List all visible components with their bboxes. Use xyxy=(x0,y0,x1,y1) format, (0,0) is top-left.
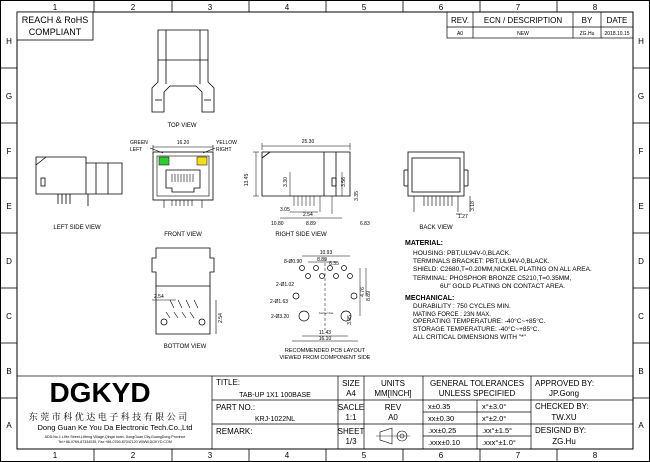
mechanical-line: ALL CRITICAL DIMENSIONS WITH "*" xyxy=(413,334,526,341)
designed-value: ZG.Hu xyxy=(552,437,576,446)
rev-value: A0 xyxy=(388,413,398,422)
dim-3-05: 3.05 xyxy=(280,207,290,213)
green-sub-label: LEFT xyxy=(130,147,143,153)
row-label: A xyxy=(6,421,12,430)
ecn-cell: NEW xyxy=(517,31,529,37)
material-line: HOUSING: PBT,UL94V-0,BLACK. xyxy=(413,250,511,257)
partno-label: PART NO.: xyxy=(216,403,256,412)
col-label: 6 xyxy=(438,451,444,460)
tolerance-linear: .xxx±0.10 xyxy=(428,438,461,447)
yellow-label: YELLOW xyxy=(216,140,237,146)
checked-value: TW.XU xyxy=(551,413,577,422)
col-label: 4 xyxy=(284,451,290,460)
company-logo: DGKYD xyxy=(49,377,151,408)
by-cell: ZG.Hu xyxy=(579,31,595,37)
pcb-hole-0-90: 8-Ø0.90 xyxy=(284,259,303,265)
tolerance-title-1: GENERAL TOLERANCES xyxy=(429,379,525,388)
ecn-header: ECN / DESCRIPTION xyxy=(483,16,563,25)
row-label: D xyxy=(6,257,12,266)
pcb-layout-drawing xyxy=(292,256,366,341)
tolerance-linear: x±0.35 xyxy=(428,402,451,411)
front-view-drawing xyxy=(150,145,215,208)
col-label: 6 xyxy=(438,3,444,12)
row-label: F xyxy=(638,147,644,156)
by-header: BY xyxy=(581,16,593,25)
date-header: DATE xyxy=(606,16,628,25)
right-side-view-label: RIGHT SIDE VIEW xyxy=(275,232,327,238)
row-label: C xyxy=(638,312,644,321)
company-name-cn: 东 莞 市 科 优 达 电 子 科 技 有 限 公 司 xyxy=(28,412,188,422)
size-label: SIZE xyxy=(342,379,360,388)
row-label: H xyxy=(6,37,12,46)
dim-pcb-4-76: 4.76 xyxy=(360,287,366,297)
dim-pcb-16-10: 16.10 xyxy=(318,336,332,342)
dim-front-width: 16.20 xyxy=(176,140,190,146)
date-cell: 2018.10.15 xyxy=(604,31,630,37)
material-line: TERMINAL: PHOSPHOR BRONZE C5210,T=0.35MM, xyxy=(413,275,572,282)
material-line: SHIELD: C2680,T=0.20MM,NICKEL PLATING ON ALL AREA. xyxy=(413,266,592,273)
units-label: UNITS xyxy=(381,379,405,388)
col-label: 5 xyxy=(361,3,367,12)
company-name-en: Dong Guan Ke You Da Electronic Tech.Co.,Ltd xyxy=(37,423,193,432)
tolerance-title-2: UNLESS SPECIFIED xyxy=(438,389,516,398)
projection-symbol xyxy=(376,428,410,444)
top-view-label: TOP VIEW xyxy=(167,123,197,129)
row-label: C xyxy=(6,312,12,321)
col-label: 1 xyxy=(52,3,58,12)
col-label: 7 xyxy=(515,3,521,12)
dim-10-80: 10.80 xyxy=(271,221,284,227)
dim-pcb-10-93: 10.93 xyxy=(319,250,333,256)
compliance-line2: COMPLIANT xyxy=(28,27,82,37)
sheet-value: 1/3 xyxy=(345,437,357,446)
dim-6-83: 6.83 xyxy=(360,221,370,227)
compliance-line1: REACH & RoHS xyxy=(21,15,89,25)
checked-label: CHECKED BY: xyxy=(535,402,589,411)
col-label: 3 xyxy=(207,451,213,460)
remark-label: REMARK: xyxy=(216,427,253,436)
material-title: MATERIAL: xyxy=(405,240,443,247)
pcb-center-line: Center line xyxy=(318,311,334,315)
row-label: H xyxy=(638,37,644,46)
back-view-label: BACK VIEW xyxy=(419,225,453,231)
scale-value: 1:1 xyxy=(345,413,357,422)
size-value: A4 xyxy=(346,389,356,398)
dim-2-54: 2.54 xyxy=(303,212,313,218)
col-label: 8 xyxy=(592,451,598,460)
dim-pcb-3-05: 3.05 xyxy=(347,315,353,325)
rev-cell: A0 xyxy=(456,31,464,37)
dim-right-len: 25.30 xyxy=(301,139,315,145)
left-side-view-label: LEFT SIDE VIEW xyxy=(53,225,101,231)
right-side-view-drawing xyxy=(253,143,350,218)
rev-label: REV xyxy=(384,403,402,412)
dim-bottom-2-54: 2.54 xyxy=(154,294,164,300)
col-label: 3 xyxy=(207,3,213,12)
col-label: 2 xyxy=(130,3,136,12)
approved-label: APPROVED BY: xyxy=(535,379,595,388)
bottom-view-label: BOTTOM VIEW xyxy=(163,344,207,350)
dim-3-18: 3.18 xyxy=(470,201,476,211)
scale-label: SACLE xyxy=(337,403,365,412)
dim-pcb-8-89: 8.89 xyxy=(317,257,327,263)
mechanical-line: OPERATING TEMPERATURE: -40°C~+85°C. xyxy=(413,318,546,325)
col-label: 1 xyxy=(52,451,58,460)
partno-value: KRJ-1022NL xyxy=(254,416,296,423)
col-label: 8 xyxy=(592,3,598,12)
dim-3-35: 3.35 xyxy=(354,191,360,201)
material-line: 6U" GOLD PLATING ON CONTACT AREA. xyxy=(440,283,566,290)
designed-label: DESIGND BY: xyxy=(535,426,587,435)
front-view-label: FRONT VIEW xyxy=(164,232,202,238)
yellow-sub-label: RIGHT xyxy=(216,147,232,153)
dim-3-56: 3.56 xyxy=(341,177,347,187)
tolerance-angular: .xx°±1.5° xyxy=(482,426,513,435)
dim-right-h: 13.45 xyxy=(244,173,250,187)
tolerance-linear: .xx±0.25 xyxy=(428,426,457,435)
row-label: G xyxy=(637,92,645,101)
title-value: TAB-UP 1X1 100BASE xyxy=(239,392,311,399)
dim-8-89: 8.89 xyxy=(306,221,316,227)
row-label: E xyxy=(6,202,12,211)
pcb-hole-1-63: 2-Ø1.63 xyxy=(270,299,289,305)
col-label: 5 xyxy=(361,451,367,460)
row-label: A xyxy=(638,421,644,430)
mechanical-title: MECHANICAL: xyxy=(405,295,455,302)
dim-1-27: 1.27 xyxy=(458,214,468,220)
mechanical-line: MATING FORCE : 23N MAX. xyxy=(413,312,491,318)
pcb-label-1: RECOMMENDED PCB LAYOUT xyxy=(284,348,366,354)
green-label: GREEN xyxy=(130,140,148,146)
dim-pcb-8-89v: 8.89 xyxy=(366,291,372,301)
tolerance-angular: x°±2.0° xyxy=(482,414,507,423)
pcb-label-2: VIEWED FROM COMPONENT SIDE xyxy=(279,355,371,361)
company-contact: Tel:+86-0769-87334035, Fax:+86-0769-87047120 WWW.DGKYD.COM xyxy=(58,440,172,444)
rev-header: REV. xyxy=(451,16,469,25)
pcb-hole-3-20: 2-Ø3.20 xyxy=(271,314,290,320)
tolerance-linear: xx±0.30 xyxy=(428,414,455,423)
back-view-drawing xyxy=(404,152,470,214)
title-label: TITLE: xyxy=(216,378,241,387)
row-label: G xyxy=(5,92,13,101)
dim-3-30: 3.30 xyxy=(283,177,289,187)
pcb-hole-1-02: 2-Ø1.02 xyxy=(276,282,295,288)
tolerance-angular: x°±3.0° xyxy=(482,402,507,411)
row-label: D xyxy=(638,257,644,266)
material-line: TERMINALS BRACKET: PBT,UL94V-0,BLACK. xyxy=(413,258,550,265)
row-label: B xyxy=(638,367,644,376)
row-label: B xyxy=(6,367,12,376)
col-label: 2 xyxy=(130,451,136,460)
dim-pcb-6-35: 6.35 xyxy=(329,261,339,267)
dim-bottom-2-54b: 2.54 xyxy=(218,313,224,323)
col-label: 7 xyxy=(515,451,521,460)
row-label: F xyxy=(6,147,12,156)
compliance-box xyxy=(17,12,93,40)
mechanical-line: STORAGE TEMPERATURE: -40°C~+85°C. xyxy=(413,326,540,333)
bottom-view-drawing xyxy=(152,248,216,334)
company-address: ADD:No.1 LiHe Street,LiHeng Village,Qingxi town, DongGuan City,GuangDong Province xyxy=(44,435,186,439)
mechanical-line: DURABILITY : 750 CYCLES MIN. xyxy=(413,303,511,310)
approved-value: JP.Gong xyxy=(548,389,580,398)
top-view-drawing xyxy=(152,30,214,112)
yellow-led xyxy=(197,157,207,165)
green-led xyxy=(159,157,169,165)
tolerance-angular: .xxx°±1.0° xyxy=(482,438,516,447)
col-label: 4 xyxy=(284,3,290,12)
left-side-view-drawing xyxy=(36,157,122,206)
row-label: E xyxy=(638,202,644,211)
dim-pcb-11-43: 11.43 xyxy=(318,330,332,336)
sheet-label: SHEET xyxy=(337,427,365,436)
units-value: MM[INCH] xyxy=(374,389,412,398)
